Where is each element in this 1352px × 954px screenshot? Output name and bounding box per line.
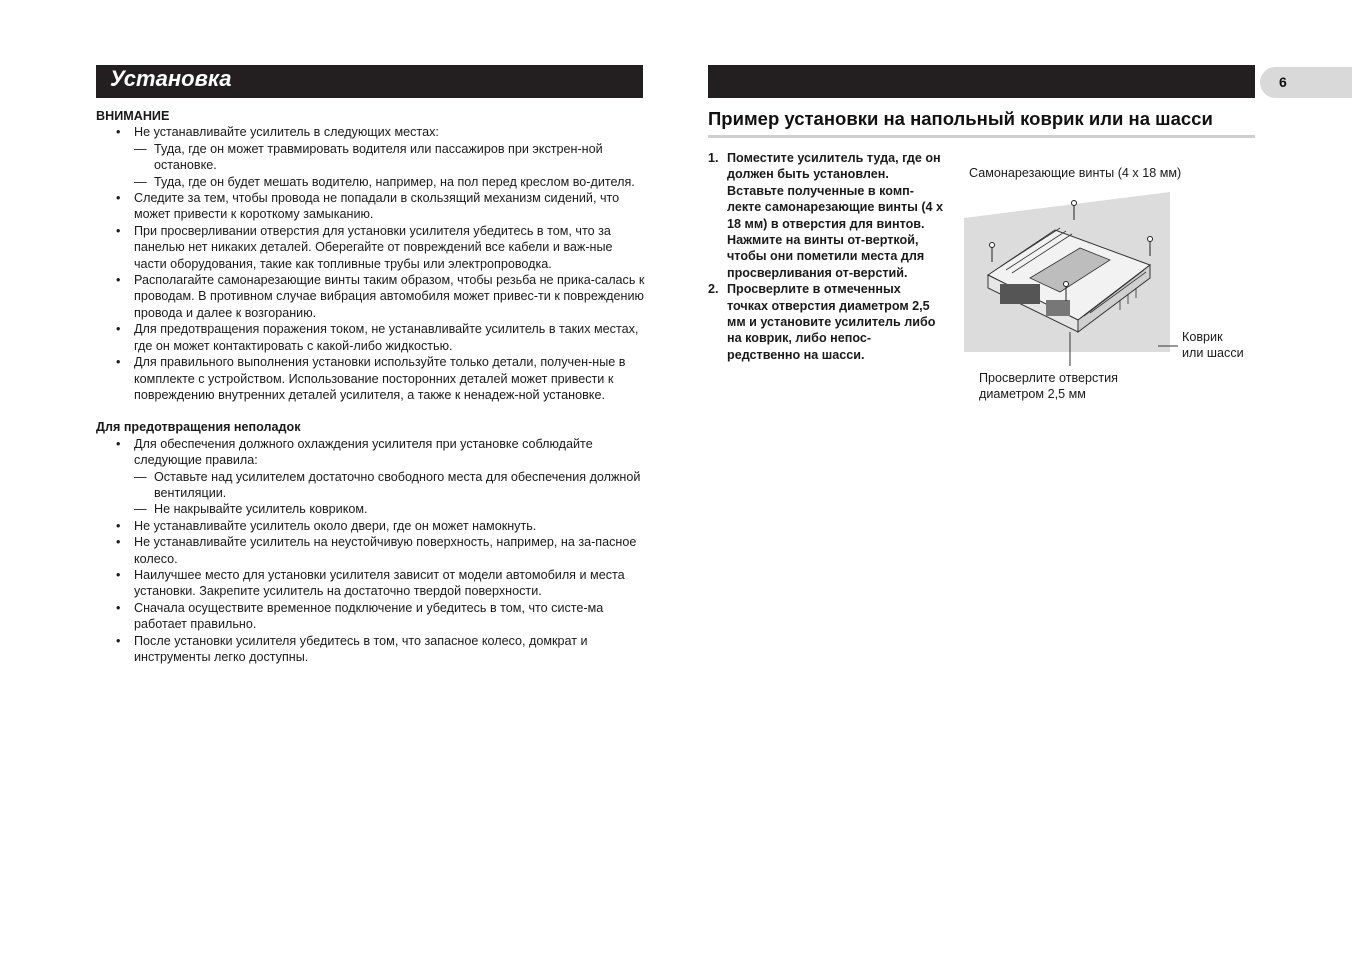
caution-heading: ВНИМАНИЕ [96,109,170,123]
list-item: • После установки усилителя убедитесь в том, что запасное колесо, домкрат и инструменты легко доступны. [96,633,646,666]
page-number: 6 [1279,74,1287,90]
list-item: • Для предотвращения поражения током, не устанавливайте усилитель в таких местах, где он может контактировать с какой-либо жидкостью. [96,321,646,354]
screws-label: Самонарезающие винты (4 x 18 мм) [969,166,1182,180]
section-header-bar [96,65,643,98]
list-item: • Следите за тем, чтобы провода не попадали в скользящий механизм сидений, что может привести к короткому замыканию. [96,190,646,223]
bullet-text: Для обеспечения должного охлаждения усилителя при установке соблюдайте следующие правила: [134,436,593,468]
list-item: • При просверливании отверстия для установки усилителя убедитесь в том, что за панелью нет никаких деталей. Оберегайте от повреждений все кабели и важ-ные части оборудования, такие как топливные трубы или электропроводка. [96,223,646,272]
caution-list [96,124,646,403]
bullet-text: Не устанавливайте усилитель в следующих местах: [134,125,439,140]
sub-list [134,141,646,190]
sub-list [134,469,646,518]
mat-label-line1: Коврик [1182,330,1223,344]
drill-label-line2: диаметром 2,5 мм [979,387,1086,401]
list-item [96,436,646,518]
step-number: 2. [708,282,719,297]
left-column [96,108,646,665]
list-item: • Наилучшее место для установки усилителя зависит от модели автомобиля и места установки. Закрепите усилитель на достаточно твердой поверхности. [96,567,646,600]
sub-list-item: — Туда, где он может травмировать водителя или пассажиров при экстрен-ной остановке. [134,141,646,174]
list-item [96,124,646,190]
page-number-tab [1260,67,1352,98]
sub-list-item: — Оставьте над усилителем достаточно свободного места для обеспечения должной вентиляции. [134,469,646,502]
install-steps [708,150,944,363]
sub-list-item: — Не накрывайте усилитель ковриком. [134,501,646,517]
terminal-block [1000,284,1040,304]
list-item: • Не устанавливайте усилитель на неустойчивую поверхность, например, на за-пасное колесо. [96,534,646,567]
section-subtitle: Пример установки на напольный коврик или на шасси [708,108,1255,138]
amplifier-installation-illustration [960,180,1180,370]
section-title: Установка [110,66,232,91]
step-number: 1. [708,151,719,165]
mat-label-line2: или шасси [1182,346,1244,360]
section-header-bar-right [708,65,1255,98]
step-text: Поместите усилитель туда, где он должен быть установлен. Вставьте полученные в комп-лекте самонарезающие винты (4 x 18 мм) в отверстия для винтов. Нажмите на винты от-верткой, чтобы они пометили места для просверливания от-верстий. [727,151,944,280]
list-item: • Не устанавливайте усилитель около двери, где он может намокнуть. [96,518,646,534]
list-item: • Сначала осуществите временное подключение и убедитесь в том, что систе-ма работает правильно. [96,600,646,633]
terminal-block-2 [1046,300,1070,316]
list-item: • Для правильного выполнения установки используйте только детали, получен-ные в комплекте с устройством. Использование посторонних деталей может привести к повреждению внутренних деталей усилителя, а также к ненадеж-ной установке. [96,354,646,403]
step-text: Просверлите в отмеченных точках отверстия диаметром 2,5 мм и установите усилитель либо на коврик, либо непос-редственно на шасси. [727,282,936,362]
sub-list-item: — Туда, где он будет мешать водителю, например, на пол перед креслом во-дителя. [134,174,646,190]
list-item: • Располагайте самонарезающие винты таким образом, чтобы резьба не прика-салась к проводам. В противном случае вибрация автомобиля может привес-ти к повреждению провода и далее к возгоранию. [96,272,646,321]
prevent-heading: Для предотвращения неполадок [96,420,301,435]
prevent-list [96,436,646,666]
drill-label-line1: Просверлите отверстия [979,371,1118,385]
step-item [708,150,944,281]
step-item [708,281,944,363]
